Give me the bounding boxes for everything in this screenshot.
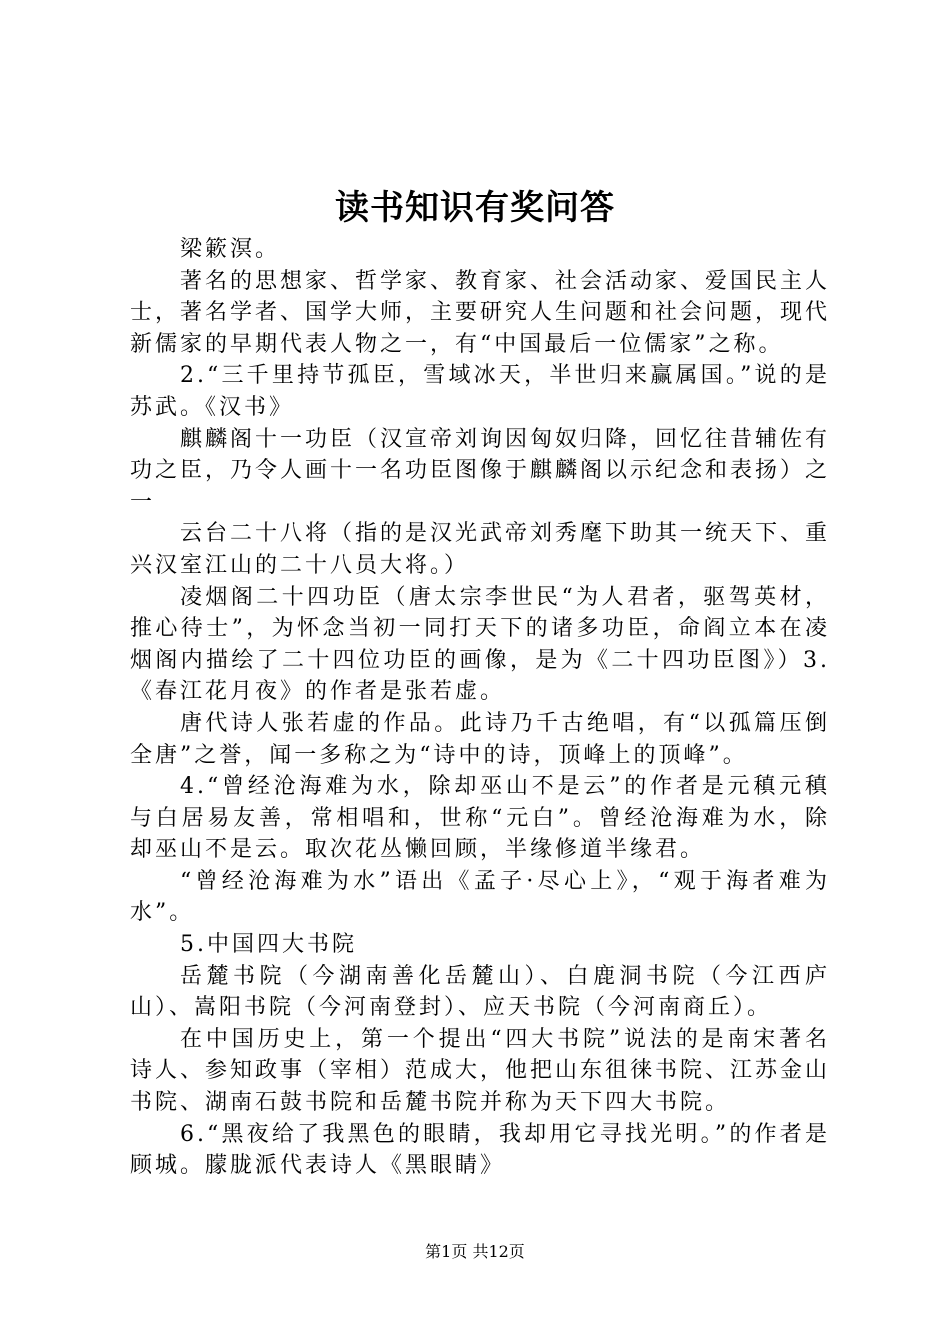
paragraph: 梁簌溟。 [180, 237, 281, 262]
paragraph: 凌烟阁二十四功臣（唐太宗李世民“为人君者，驱驾英材，推心待士”，为怀念当初一同打天下的诸多功臣，命阎立本在凌烟阁内描绘了二十四位功臣的画像，是为《二十四功臣图》）3.《春江花月夜》的作者是张若虚。 [130, 584, 830, 705]
page-number-footer: 第1页 共12页 [425, 1242, 525, 1261]
paragraph: 4.“曾经沧海难为水，除却巫山不是云”的作者是元稹元稹与白居易友善，常相唱和，世称“元白”。曾经沧海难为水，除却巫山不是云。取次花丛懒回顾，半缘修道半缘君。 [130, 774, 830, 863]
paragraph: 5.中国四大书院 [180, 932, 357, 958]
paragraph: 唐代诗人张若虚的作品。此诗乃千古绝唱，有“以孤篇压倒全唐”之誉，闻一多称之为“诗中的诗，顶峰上的顶峰”。 [130, 710, 830, 768]
paragraph: 6.“黑夜给了我黑色的眼睛，我却用它寻找光明。”的作者是顾城。朦胧派代表诗人《黑眼睛》 [130, 1121, 830, 1179]
paragraph: 岳麓书院（今湖南善化岳麓山）、白鹿洞书院（今江西庐山）、嵩阳书院（今河南登封）、应天书院（今河南商丘）。 [130, 963, 830, 1021]
document-body [130, 234, 830, 1182]
paragraph: 麒麟阁十一功臣（汉宣帝刘询因匈奴归降，回忆往昔辅佐有功之臣，乃令人画十一名功臣图像于麒麟阁以示纪念和表扬）之一 [130, 426, 831, 515]
paragraph: 2.“三千里持节孤臣，雪域冰天，半世归来赢属国。”说的是苏武。《汉书》 [130, 363, 830, 420]
paragraph: 著名的思想家、哲学家、教育家、社会活动家、爱国民主人士，著名学者、国学大师，主要研究人生问题和社会问题，现代新儒家的早期代表人物之一，有“中国最后一位儒家”之称。 [130, 268, 831, 357]
document-title: 读书知识有奖问答 [335, 188, 615, 228]
paragraph: 云台二十八将（指的是汉光武帝刘秀麾下助其一统天下、重兴汉室江山的二十八员大将。） [130, 521, 831, 578]
paragraph: 在中国历史上，第一个提出“四大书院”说法的是南宋著名诗人、参知政事（宰相）范成大，他把山东徂徕书院、江苏金山书院、湖南石鼓书院和岳麓书院并称为天下四大书院。 [130, 1026, 831, 1116]
paragraph: “曾经沧海难为水”语出《孟子·尽心上》，“观于海者难为水”。 [130, 868, 830, 926]
